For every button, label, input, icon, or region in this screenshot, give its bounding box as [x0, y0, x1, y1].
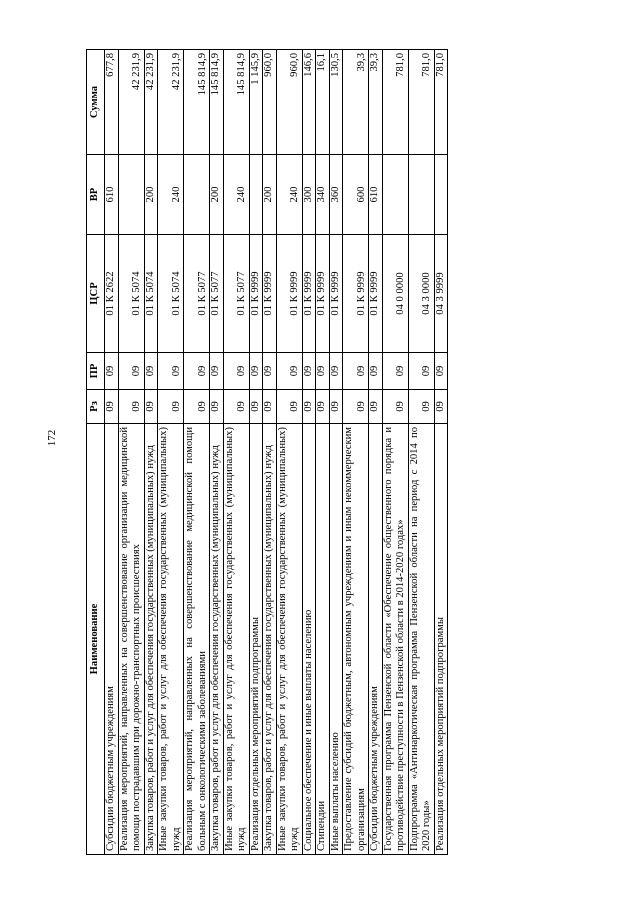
cell-pr: 09	[144, 353, 158, 390]
cell-vr: 360	[329, 155, 343, 235]
cell-pr: 09	[276, 353, 302, 390]
table-row	[329, 50, 343, 855]
cell-name: Реализация отдельных мероприятий подпрограммы	[249, 424, 263, 855]
cell-sum: 42 231,9	[144, 50, 158, 155]
table-row	[369, 50, 383, 855]
cell-sum: 781,0	[382, 50, 408, 155]
cell-rz: 09	[263, 390, 277, 424]
cell-vr: 200	[263, 155, 277, 235]
cell-vr	[408, 155, 434, 235]
cell-csr: 01 К 5077	[210, 235, 224, 353]
cell-pr: 09	[249, 353, 263, 390]
table-row	[105, 50, 119, 855]
cell-csr: 01 К 5074	[118, 235, 144, 353]
cell-pr: 09	[316, 353, 330, 390]
cell-rz: 09	[105, 390, 119, 424]
cell-sum: 145 814,9	[184, 50, 210, 155]
header-sum: Сумма	[87, 50, 105, 155]
table-row	[144, 50, 158, 855]
cell-rz: 09	[408, 390, 434, 424]
cell-pr: 09	[210, 353, 224, 390]
cell-sum: 42 231,9	[118, 50, 144, 155]
cell-name: Иные закупки товаров, работ и услуг для обеспечения государственных (муниципальных) нужд	[158, 424, 184, 855]
table-row	[223, 50, 249, 855]
cell-rz: 09	[276, 390, 302, 424]
table-row	[263, 50, 277, 855]
cell-rz: 09	[343, 390, 369, 424]
cell-vr: 240	[223, 155, 249, 235]
cell-csr: 01 К 5077	[223, 235, 249, 353]
cell-rz: 09	[369, 390, 383, 424]
rotated-table-container	[86, 50, 569, 855]
cell-sum: 16,1	[316, 50, 330, 155]
cell-name: Закупка товаров, работ и услуг для обеспечения государственных (муниципальных) нужд	[210, 424, 224, 855]
cell-csr: 04 3 9999	[434, 235, 448, 353]
table-row	[316, 50, 330, 855]
table-row	[118, 50, 144, 855]
cell-csr: 01 К 9999	[343, 235, 369, 353]
rotated-table-frame	[86, 50, 569, 855]
header-pr: ПР	[87, 353, 105, 390]
cell-name: Стипендии	[316, 424, 330, 855]
header-csr: ЦСР	[87, 235, 105, 353]
cell-vr	[118, 155, 144, 235]
cell-vr: 340	[316, 155, 330, 235]
cell-rz: 09	[223, 390, 249, 424]
table-row	[434, 50, 448, 855]
cell-sum: 146,6	[302, 50, 316, 155]
cell-vr: 200	[144, 155, 158, 235]
cell-rz: 09	[249, 390, 263, 424]
table-row	[184, 50, 210, 855]
cell-pr: 09	[158, 353, 184, 390]
cell-sum: 781,0	[434, 50, 448, 155]
cell-name: Закупка товаров, работ и услуг для обеспечения государственных (муниципальных) нужд	[144, 424, 158, 855]
cell-sum: 39,3	[369, 50, 383, 155]
table-row	[158, 50, 184, 855]
cell-vr: 610	[369, 155, 383, 235]
cell-rz: 09	[210, 390, 224, 424]
cell-vr: 610	[105, 155, 119, 235]
table-row	[249, 50, 263, 855]
cell-csr: 01 К 9999	[316, 235, 330, 353]
cell-vr	[184, 155, 210, 235]
cell-pr: 09	[434, 353, 448, 390]
header-name: Наименование	[87, 424, 105, 855]
cell-pr: 09	[223, 353, 249, 390]
cell-sum: 145 814,9	[210, 50, 224, 155]
table-body	[105, 50, 448, 855]
cell-vr	[382, 155, 408, 235]
cell-name: Предоставление субсидий бюджетным, автономным учреждениям и иным некоммерческим организациям	[343, 424, 369, 855]
cell-name: Иные выплаты населению	[329, 424, 343, 855]
cell-name: Иные закупки товаров, работ и услуг для обеспечения государственных (муниципальных) нужд	[276, 424, 302, 855]
cell-pr: 09	[329, 353, 343, 390]
cell-rz: 09	[302, 390, 316, 424]
cell-vr: 240	[158, 155, 184, 235]
cell-sum: 960,0	[263, 50, 277, 155]
cell-pr: 09	[118, 353, 144, 390]
cell-vr: 300	[302, 155, 316, 235]
cell-rz: 09	[184, 390, 210, 424]
cell-name: Субсидии бюджетным учреждениям	[105, 424, 119, 855]
cell-pr: 09	[184, 353, 210, 390]
budget-table	[86, 49, 448, 855]
cell-vr	[434, 155, 448, 235]
cell-csr: 01 К 5074	[158, 235, 184, 353]
cell-name: Реализация мероприятий, направленных на совершенствование медицинской помощи больным с онкологическими заболеваниями	[184, 424, 210, 855]
cell-name: Реализация мероприятий, направленных на совершенствование организации медицинской помощи пострадавшим при дорожно-транспортных происшествиях	[118, 424, 144, 855]
table-row	[343, 50, 369, 855]
cell-sum: 130,5	[329, 50, 343, 155]
cell-csr: 04 0 0000	[382, 235, 408, 353]
cell-vr: 200	[210, 155, 224, 235]
table-row	[382, 50, 408, 855]
page-number: 172	[46, 429, 58, 447]
cell-sum: 677,8	[105, 50, 119, 155]
cell-rz: 09	[158, 390, 184, 424]
cell-sum: 1 145,9	[249, 50, 263, 155]
cell-rz: 09	[144, 390, 158, 424]
table-row	[210, 50, 224, 855]
table-row	[408, 50, 434, 855]
cell-csr: 04 3 0000	[408, 235, 434, 353]
cell-sum: 39,3	[343, 50, 369, 155]
cell-csr: 01 К 9999	[276, 235, 302, 353]
table-row	[276, 50, 302, 855]
header-vr: ВР	[87, 155, 105, 235]
cell-sum: 42 231,9	[158, 50, 184, 155]
cell-name: Государственная программа Пензенской области «Обеспечение общественного порядка и противодействие преступности в Пензенской области в 2014-2020 годах»	[382, 424, 408, 855]
table-row	[302, 50, 316, 855]
cell-rz: 09	[382, 390, 408, 424]
cell-rz: 09	[118, 390, 144, 424]
cell-pr: 09	[408, 353, 434, 390]
cell-csr: 01 К 2622	[105, 235, 119, 353]
cell-sum: 781,0	[408, 50, 434, 155]
cell-pr: 09	[302, 353, 316, 390]
cell-name: Реализация отдельных мероприятий подпрограммы	[434, 424, 448, 855]
cell-csr: 01 К 5077	[184, 235, 210, 353]
cell-csr: 01 К 9999	[329, 235, 343, 353]
cell-rz: 09	[434, 390, 448, 424]
cell-csr: 01 К 5074	[144, 235, 158, 353]
cell-name: Иные закупки товаров, работ и услуг для обеспечения государственных (муниципальных) нужд	[223, 424, 249, 855]
cell-pr: 09	[343, 353, 369, 390]
header-rz: Рз	[87, 390, 105, 424]
cell-csr: 01 К 9999	[263, 235, 277, 353]
cell-rz: 09	[316, 390, 330, 424]
cell-pr: 09	[382, 353, 408, 390]
cell-vr: 600	[343, 155, 369, 235]
cell-name: Социальное обеспечение и иные выплаты населению	[302, 424, 316, 855]
cell-pr: 09	[263, 353, 277, 390]
cell-sum: 145 814,9	[223, 50, 249, 155]
cell-vr: 240	[276, 155, 302, 235]
cell-vr	[249, 155, 263, 235]
cell-pr: 09	[105, 353, 119, 390]
cell-pr: 09	[369, 353, 383, 390]
cell-name: Субсидии бюджетным учреждениям	[369, 424, 383, 855]
cell-name: Подпрограмма «Антинаркотическая программа Пензенской области на период с 2014 по 2020 годы»	[408, 424, 434, 855]
cell-rz: 09	[329, 390, 343, 424]
table-header-row	[87, 50, 105, 855]
cell-sum: 960,0	[276, 50, 302, 155]
cell-csr: 01 К 9999	[249, 235, 263, 353]
cell-name: Закупка товаров, работ и услуг для обеспечения государственных (муниципальных) нужд	[263, 424, 277, 855]
cell-csr: 01 К 9999	[302, 235, 316, 353]
cell-csr: 01 К 9999	[369, 235, 383, 353]
